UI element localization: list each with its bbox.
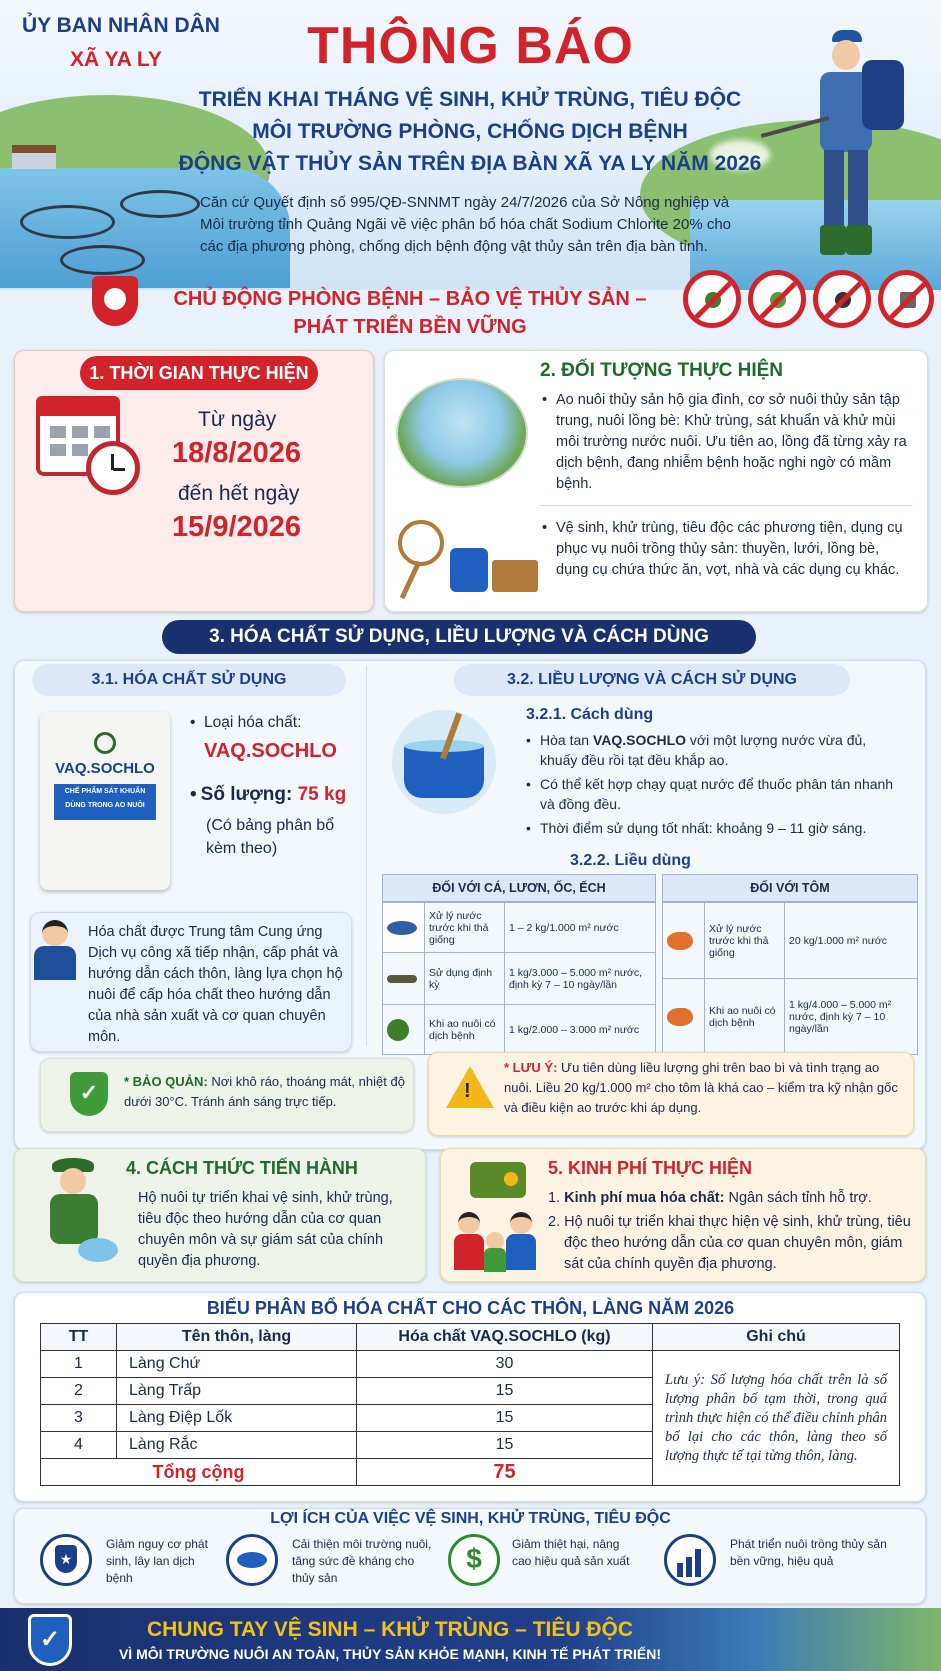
- divider: [540, 505, 912, 506]
- section-time-title: 1. THỜI GIAN THỰC HIỆN: [80, 356, 318, 390]
- clock-icon: [86, 441, 140, 495]
- farmer-house-icon: [12, 145, 56, 169]
- no-dead-fish-icon: [813, 270, 871, 328]
- chemical-qty-label: Số lượng:: [200, 784, 293, 805]
- org-line-2: XÃ YA LY: [70, 48, 162, 71]
- farmer-illustration: [28, 1158, 118, 1268]
- dose-title: 3.2.2. Liều dùng: [570, 852, 691, 869]
- slogan-line-1: CHỦ ĐỘNG PHÒNG BỆNH – BẢO VỆ THỦY SẢN –: [173, 288, 647, 310]
- shield-star-icon: ★: [40, 1534, 92, 1586]
- eel-icon: [383, 953, 425, 1005]
- to-date: 15/9/2026: [172, 511, 302, 543]
- bucket-illustration: [392, 710, 496, 814]
- chemical-qty-value: 75 kg: [297, 784, 347, 805]
- table-total-row: Tổng cộng 75: [41, 1459, 900, 1486]
- shield-check-icon: ✓: [28, 1614, 72, 1666]
- usage-step-3: • Thời điểm sử dụng tốt nhất: khoảng 9 – 11 giờ sáng.: [526, 818, 906, 838]
- shield-check-icon: ✓: [70, 1072, 108, 1116]
- net-tools-illustration: [398, 520, 538, 600]
- shield-virus-icon: [92, 276, 138, 326]
- benefit-4: Phát triển nuôi trồng thủy sản bền vững, hiệu quả: [730, 1537, 887, 1568]
- table-row: Sử dụng định kỳ 1 kg/3.000 – 5.000 m² nước, định kỳ 7 – 10 ngày/lần: [383, 953, 656, 1005]
- bag-line-2: DÙNG TRONG AO NUÔI: [65, 802, 145, 809]
- fish-icon: [383, 903, 425, 953]
- shrimp-icon: [663, 979, 705, 1055]
- divider: [366, 666, 367, 1046]
- subtitle-line-1: TRIỂN KHAI THÁNG VỆ SINH, KHỬ TRÙNG, TIÊU ĐỘC: [198, 88, 742, 111]
- table-row: Xử lý nước trước khi thả giống 20 kg/1.000 m² nước: [663, 903, 918, 979]
- wallet-icon: [470, 1162, 526, 1198]
- chemical-bag-illustration: [40, 712, 170, 890]
- allocation-title: BIỂU PHÂN BỔ HÓA CHẤT CHO CÁC THÔN, LÀNG NĂM 2026: [206, 1298, 735, 1318]
- officer-avatar: [34, 920, 76, 982]
- subtitle-line-3: ĐỘNG VẬT THỦY SẢN TRÊN ĐỊA BÀN XÃ YA LY NĂM 2026: [178, 152, 762, 175]
- benefit-3: Giảm thiệt hại, nâng cao hiệu quả sản xuất: [512, 1537, 630, 1568]
- from-label: Từ ngày: [198, 408, 277, 431]
- from-date: 18/8/2026: [172, 437, 302, 469]
- chemical-qty-note: (Có bảng phân bổ kèm theo): [206, 817, 335, 857]
- section-target-title: 2. ĐỐI TƯỢNG THỰC HIỆN: [540, 360, 784, 381]
- family-icon: [454, 1212, 544, 1276]
- chemical-type-value: VAQ.SOCHLO: [204, 740, 337, 762]
- snail-icon: [383, 1005, 425, 1055]
- intro-text: Căn cứ Quyết định số 995/QĐ-SNNMT ngày 24/7/2026 của Sở Nông nghiệp và Môi trường tỉnh Quảng Ngãi về việc phân bổ hóa chất Sodium Chlorite 20% cho các địa phương phòng, chống dịch bệnh động vật thủy sản trên địa bàn tỉnh.: [200, 194, 732, 255]
- footer-line-2: VÌ MÔI TRƯỜNG NUÔI AN TOÀN, THỦY SẢN KHỎE MẠNH, KINH TẾ PHÁT TRIỂN!: [118, 1646, 662, 1662]
- no-germ-icon: [748, 270, 806, 328]
- caution-text: * LƯU Ý: Ưu tiên dùng liều lượng ghi trên bao bì và tình trạng ao nuôi. Liều 20 kg/1.000 m² cho tôm là khá cao – kiểm tra kỹ nhận gốc và điều kiện ao trước khi áp dụng.: [504, 1060, 898, 1115]
- table-row: 4 Làng Rắc 15: [41, 1432, 900, 1459]
- fish-dose-table: [382, 902, 656, 1055]
- usage-step-1: • Hòa tan VAQ.SOCHLO với một lượng nước vừa đủ, khuấy đều rồi tạt đều khắp ao.: [526, 730, 906, 770]
- slogan-line-2: PHÁT TRIỂN BỀN VỮNG: [293, 316, 527, 338]
- footer-line-1: CHUNG TAY VỆ SINH – KHỬ TRÙNG – TIÊU ĐỘC: [146, 1618, 634, 1641]
- bag-brand: VAQ.SOCHLO: [55, 760, 155, 777]
- fish-dose-header: ĐỐI VỚI CÁ, LƯƠN, ỐC, ẾCH: [382, 874, 656, 902]
- notice-title: THÔNG BÁO: [307, 17, 634, 75]
- table-row: Xử lý nước trước khi thả giống 1 – 2 kg/1.000 m² nước: [383, 903, 656, 953]
- growth-chart-icon: [664, 1534, 716, 1586]
- allocation-table: [40, 1323, 900, 1486]
- table-row: 1 Làng Chứ 30 Lưu ý: Số lượng hóa chất trên là số lượng phân bố tạm thời, trong quá trình thực hiện có thể điều chỉnh phân bổ lại cho các thôn, làng theo số lượng thực tế tại từng thôn, làng.: [41, 1351, 900, 1378]
- storage-text: * BẢO QUẢN: Nơi khô ráo, thoáng mát, nhiệt độ dưới 30°C. Tránh ánh sáng trực tiếp.: [124, 1074, 405, 1109]
- dosage-usage-title: 3.2. LIỀU LƯỢNG VÀ CÁCH SỬ DỤNG: [454, 664, 850, 696]
- fish-icon: [226, 1534, 278, 1586]
- pond-illustration: [396, 378, 528, 488]
- usage-title: 3.2.1. Cách dùng: [526, 706, 654, 723]
- benefit-1: Giảm nguy cơ phát sinh, lây lan dịch bệnh: [106, 1537, 208, 1585]
- table-header-row: TT Tên thôn, làng Hóa chất VAQ.SOCHLO (kg) Ghi chú: [41, 1324, 900, 1351]
- benefits-title: LỢI ÍCH CỦA VIỆC VỆ SINH, KHỬ TRÙNG, TIÊU ĐỘC: [270, 1510, 671, 1527]
- budget-item-2: 2. Hộ nuôi tự triển khai thực hiện vệ sinh, khử trùng, tiêu độc theo hướng dẫn của cơ quan chuyên môn, giám sát của chính quyền địa phương.: [548, 1214, 911, 1272]
- benefit-2: Cải thiện môi trường nuôi, tăng sức đề kháng cho thủy sản: [292, 1537, 432, 1585]
- section-method-text: Hộ nuôi tự triển khai vệ sinh, khử trùng, tiêu độc theo hướng dẫn của cơ quan chuyên môn và sự giám sát của chính quyền địa phương.: [138, 1190, 393, 1269]
- distribution-note-text: Hóa chất được Trung tâm Cung ứng Dịch vụ công xã tiếp nhận, cấp phát và hướng dẫn cách thôn, làng lựa chọn hộ nuôi để cấp hóa chất theo hướng dẫn của nhà sản xuất và cơ quan chuyên môn.: [88, 924, 343, 1045]
- chemical-used-title: 3.1. HÓA CHẤT SỬ DỤNG: [32, 664, 346, 696]
- shrimp-dose-header: ĐỐI VỚI TÔM: [662, 874, 918, 902]
- org-line-1: ỦY BAN NHÂN DÂN: [22, 14, 220, 37]
- section-method-title: 4. CÁCH THỨC TIẾN HÀNH: [126, 1158, 358, 1178]
- to-label: đến hết ngày: [178, 482, 300, 505]
- table-row: 3 Làng Điệp Lốk 15: [41, 1405, 900, 1432]
- bag-line-1: CHẾ PHẨM SÁT KHUẨN: [64, 788, 146, 795]
- no-net-icon: [878, 270, 934, 328]
- allocation-note: Lưu ý: Số lượng hóa chất trên là số lượng phân bố tạm thời, trong quá trình thực hiện có thể điều chỉnh phân bổ lại cho các thôn, làng theo số lượng thực tế tại từng thôn, làng.: [653, 1351, 900, 1486]
- usage-step-2: • Có thể kết hợp chạy quạt nước để thuốc phân tán nhanh và đồng đều.: [526, 774, 906, 814]
- section-chemical-title: 3. HÓA CHẤT SỬ DỤNG, LIỀU LƯỢNG VÀ CÁCH DÙNG: [162, 620, 756, 654]
- dollar-icon: $: [448, 1534, 500, 1586]
- shrimp-dose-table: [662, 902, 918, 1055]
- chemical-type-label: • Loại hóa chất:: [190, 712, 360, 734]
- budget-item-1: 1. Kinh phí mua hóa chất: Ngân sách tỉnh hỗ trợ.: [548, 1190, 872, 1206]
- table-row: Khi ao nuôi có dịch bệnh 1 kg/4.000 – 5.000 m² nước, định kỳ 7 – 10 ngày/lần: [663, 979, 918, 1055]
- table-row: 2 Làng Trấp 15: [41, 1378, 900, 1405]
- subtitle-line-2: MÔI TRƯỜNG PHÒNG, CHỐNG DỊCH BỆNH: [252, 120, 688, 143]
- section-budget-title: 5. KINH PHÍ THỰC HIỆN: [548, 1158, 752, 1178]
- target-item-ponds: • Ao nuôi thủy sản hộ gia đình, cơ sở nuôi thủy sản tập trung, nuôi lồng bè: Khử trùng, sát khuẩn và khử mùi môi trường nước nuôi. Ưu tiên ao, lồng đã từng xảy ra dịch bệnh, đang nhiễm bệnh hoặc nghi ngờ có mầm bệnh.: [542, 390, 907, 495]
- table-row: Khi ao nuôi có dịch bệnh 1 kg/2.000 – 3.000 m² nước: [383, 1005, 656, 1055]
- no-virus-icon: [683, 270, 741, 328]
- target-item-tools: • Vệ sinh, khử trùng, tiêu độc các phương tiện, dụng cụ phục vụ nuôi trồng thủy sản: thuyền, lưới, lồng bè, dụng cụ chứa thức ăn, vợt, nhà và các dụng cụ khác.: [542, 518, 907, 581]
- shrimp-icon: [663, 903, 705, 979]
